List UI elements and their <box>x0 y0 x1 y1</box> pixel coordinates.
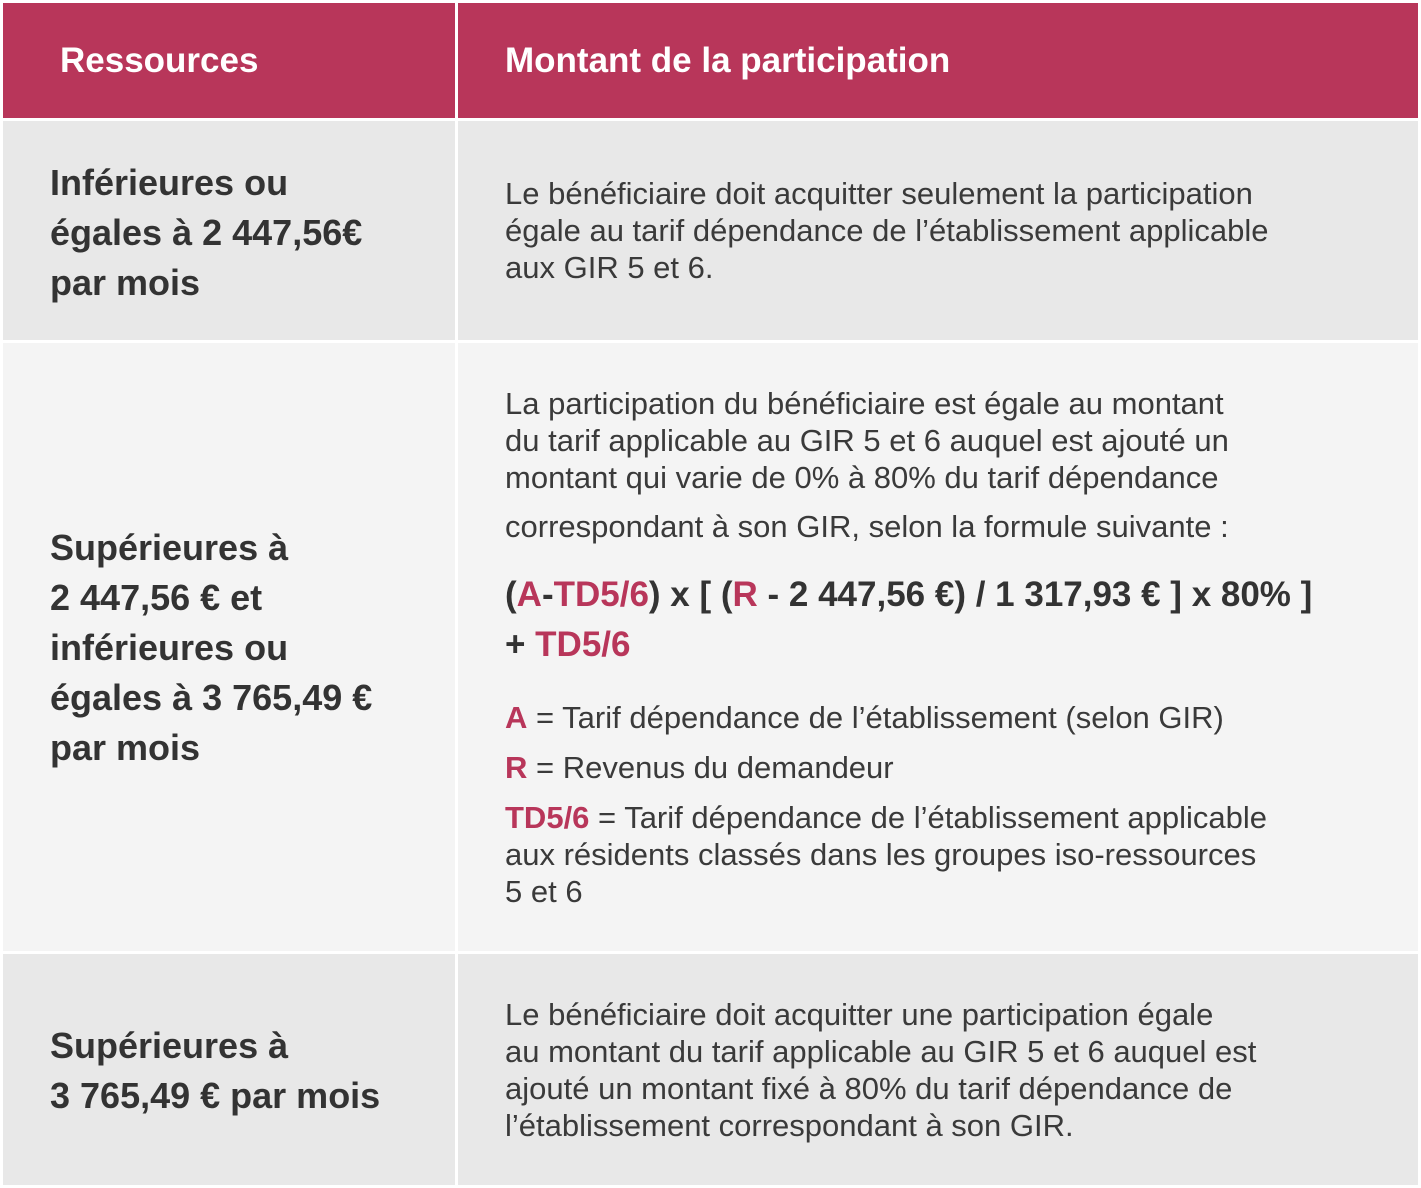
legend-item-a <box>505 699 1395 736</box>
legend-item-td <box>505 799 1395 836</box>
row2-amount-text <box>505 385 1395 545</box>
header-montant-label: Montant de la participation <box>505 40 951 80</box>
row3-amount-cell <box>458 954 1418 1185</box>
row1-text-line: Le bénéficiaire doit acquitter seulement la participation <box>505 176 1253 211</box>
row2-label-line: 2 447,56 € et <box>50 577 263 618</box>
row2-text-line: correspondant à son GIR, selon la formule suivante : <box>505 509 1229 544</box>
row3-text-line: l’établissement correspondant à son GIR. <box>505 1108 1074 1143</box>
row2-resources-label <box>50 523 450 773</box>
row1-amount-text <box>505 175 1395 286</box>
legend-continuation: aux résidents classés dans les groupes iso-ressources <box>505 837 1257 872</box>
row2-label-line: Supérieures à <box>50 527 289 568</box>
formula-dash: - <box>541 575 554 614</box>
formula-part: ) x [ ( <box>648 575 733 614</box>
legend-continuation: 5 et 6 <box>505 874 583 909</box>
formula-var-a: A <box>516 575 542 614</box>
legend-term: R <box>505 750 528 785</box>
formula-part: - 2 447,56 €) / 1 317,93 € ] x 80% ] <box>757 575 1313 614</box>
formula-var-td: TD5/6 <box>553 575 649 614</box>
row2-label-line: inférieures ou <box>50 627 289 668</box>
row2-text-line: montant qui varie de 0% à 80% du tarif dépendance <box>505 460 1219 495</box>
formula-line-2 <box>505 620 1405 670</box>
row3-text-line: Le bénéficiaire doit acquitter une participation égale <box>505 997 1214 1032</box>
legend-definition: = Tarif dépendance de l’établissement (selon GIR) <box>527 700 1224 735</box>
formula-var-r: R <box>732 575 758 614</box>
participation-formula <box>505 570 1405 670</box>
legend-definition: = Tarif dépendance de l’établissement applicable <box>589 800 1268 835</box>
row1-label-line: égales à 2 447,56€ <box>50 212 363 253</box>
header-montant <box>458 3 1418 118</box>
row2-text-line: La participation du bénéficiaire est égale au montant <box>505 386 1224 421</box>
row2-resources-cell <box>3 343 455 951</box>
row3-resources-cell <box>3 954 455 1185</box>
row1-label-line: par mois <box>50 262 201 303</box>
formula-open-paren: ( <box>505 575 517 614</box>
formula-line-1 <box>505 570 1405 620</box>
row2-label-line: par mois <box>50 727 201 768</box>
row1-resources-label <box>50 158 450 308</box>
row1-resources-cell <box>3 121 455 340</box>
row3-amount-text <box>505 996 1395 1144</box>
formula-plus: + <box>505 625 536 664</box>
row3-resources-label <box>50 1021 450 1121</box>
legend-term: TD5/6 <box>505 800 590 835</box>
row3-label-line: 3 765,49 € par mois <box>50 1075 381 1116</box>
row2-label-line: égales à 3 765,49 € <box>50 677 373 718</box>
legend-term: A <box>505 700 528 735</box>
row2-text-line: du tarif applicable au GIR 5 et 6 auquel est ajouté un <box>505 423 1229 458</box>
header-ressources-label: Ressources <box>60 40 259 80</box>
row1-text-line: égale au tarif dépendance de l’établissement applicable <box>505 213 1269 248</box>
legend-item-r <box>505 749 1395 786</box>
formula-legend <box>505 699 1395 910</box>
row1-text-line: aux GIR 5 et 6. <box>505 250 714 285</box>
formula-var-td2: TD5/6 <box>535 625 631 664</box>
row3-label-line: Supérieures à <box>50 1025 289 1066</box>
row3-text-line: au montant du tarif applicable au GIR 5 et 6 auquel est <box>505 1034 1257 1069</box>
legend-definition: = Revenus du demandeur <box>527 750 894 785</box>
row1-label-line: Inférieures ou <box>50 162 289 203</box>
row1-amount-cell <box>458 121 1418 340</box>
header-ressources <box>3 3 455 118</box>
row3-text-line: ajouté un montant fixé à 80% du tarif dépendance de <box>505 1071 1233 1106</box>
row2-amount-cell <box>458 343 1418 951</box>
